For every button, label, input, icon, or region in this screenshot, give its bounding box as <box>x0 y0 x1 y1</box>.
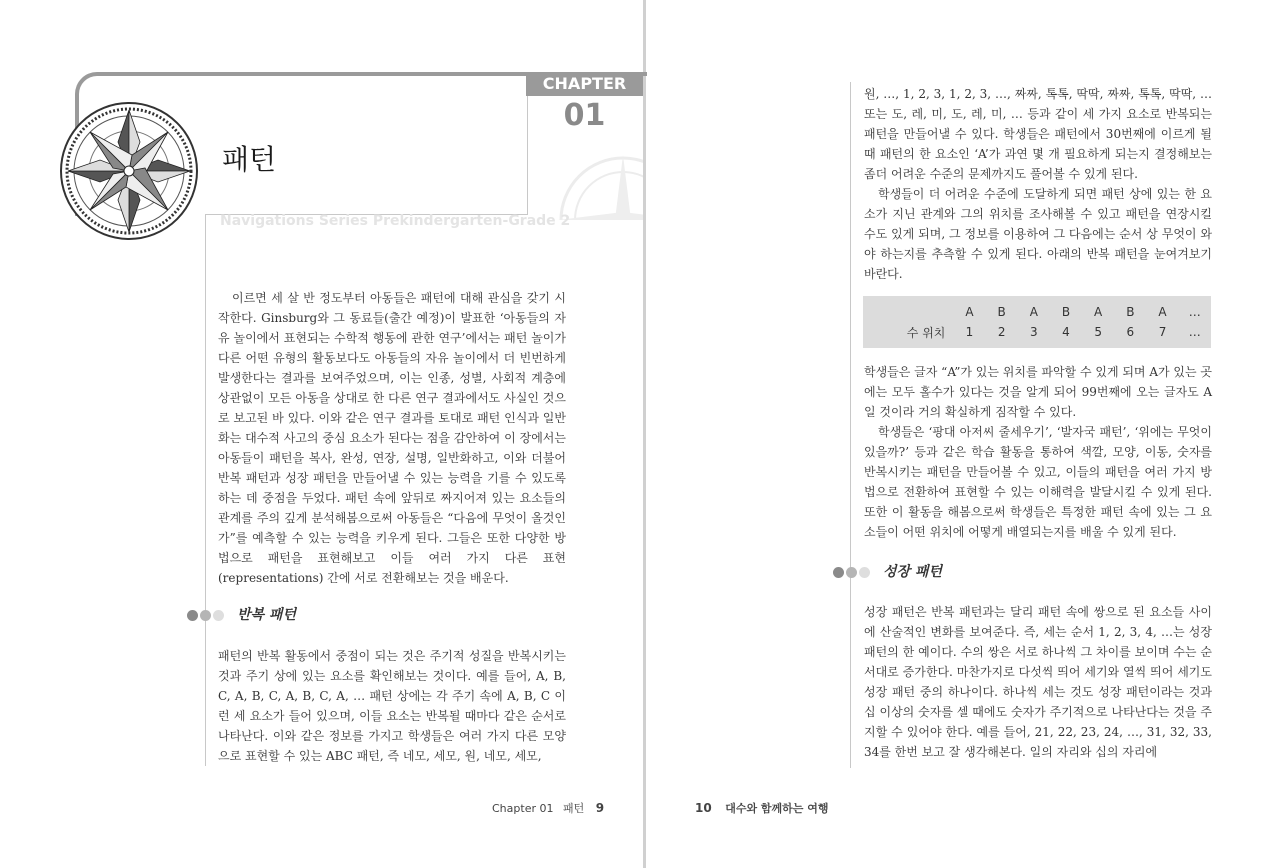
section-bullet-dots-icon <box>187 610 227 622</box>
right-text-block-2 <box>864 362 1212 542</box>
right-paragraph-3: 학생들은 글자 “A”가 있는 위치를 파악할 수 있게 되며 A가 있는 곳에는 모두 홀수가 있다는 것을 알게 되어 99번째에 오는 글자도 A일 것이라 거의 확실하게 짐작할 수 있다. <box>864 365 1213 419</box>
footer-brand: 대수와 함께하는 여행 <box>725 802 829 815</box>
table-cell: 3 <box>1030 325 1038 339</box>
section-title-repeat-pattern: 반복 패턴 <box>237 607 296 623</box>
right-paragraph-2: 학생들이 더 어려운 수준에 도달하게 되면 패턴 상에 있는 한 요소가 지닌 관계와 그의 위치를 조사해볼 수 있고 패턴을 연장시킬 수도 있게 되며, 그 정보를 이용하여 그 다음에는 순서 상 무엇이 와야 하는지를 추측할 수 있게 된다. 아래의 반복 패턴을 눈여겨보기 바란다. <box>864 187 1212 281</box>
chapter-title: 패턴 <box>222 143 277 176</box>
table-cell: B <box>1126 305 1135 319</box>
right-paragraph-4: 학생들은 ‘팡대 아저씨 줄세우기’, ‘발자국 패턴’, ‘위에는 무엇이 있을까?’ 등과 같은 학습 활동을 통하여 색깔, 모양, 이동, 숫자를 반복시키는 패턴을 만들어볼 수 있고, 이들의 패턴을 여러 가지 방법으로 전환하여 표현할 수 있는 이해력을 발달시킬 수 있게 된다. 또한 이 활동을 해봄으로써 학생들은 특정한 패턴 속에 있는 그 요소들이 어떤 위치에 어떻게 배열되는지를 배울 수 있게 된다. <box>864 425 1212 539</box>
table-cell: 2 <box>997 325 1006 339</box>
right-text-block-1 <box>864 84 1212 284</box>
table-row-positions <box>887 322 1211 342</box>
table-cell: A <box>965 305 974 319</box>
table-cell: 1 <box>965 325 974 339</box>
table-cell: … <box>1188 325 1201 339</box>
table-cell: 5 <box>1094 325 1102 339</box>
table-cell: A <box>1094 305 1103 319</box>
chapter-badge <box>526 72 643 214</box>
series-subtitle: Navigations Series Prekindergarten-Grade 2 <box>220 213 571 229</box>
section-heading-growth <box>833 561 1033 583</box>
footer-chapter: Chapter 01 <box>492 802 554 815</box>
repeat-pattern-paragraph: 패턴의 반복 활동에서 중점이 되는 것은 주기적 성질을 반복시키는 것과 주기 상에 있는 요소를 확인해보는 것이다. 예를 들어, A, B, C, A, B, C, A, B, C, A, … 패턴 상에는 각 주기 속에 A, B, C 이런 세 요소가 들어 있으며, 이들 요소는 반복될 때마다 같은 순서로 나타난다. 이와 같은 정보를 가지고 학생들은 여러 가지 다른 모양으로 표현할 수 있는 ABC 패턴, 즉 네모, 세모, 원, 네모, 세모, <box>218 649 566 763</box>
footer-title: 패턴 <box>562 802 585 815</box>
right-margin-rule <box>850 82 851 768</box>
growth-pattern-paragraph: 성장 패턴은 반복 패턴과는 달리 패턴 속에 쌍으로 된 요소들 사이에 산술적인 변화를 보여준다. 즉, 세는 순서 1, 2, 3, 4, …는 성장 패턴의 한 예이다. 수의 쌍은 서로 하나씩 그 차이를 보이며 수는 순서대로 증가한다. 마찬가지로 다섯씩 띄어 세기와 열씩 띄어 세기도 성장 패턴 중의 하나이다. 하나씩 세는 것도 성장 패턴이라는 것과 십 이상의 숫자를 셀 때에도 숫자가 주기적으로 나타난다는 것을 주지할 수 있어야 한다. 예를 들어, 21, 22, 23, 24, …, 31, 32, 33, 34를 한번 보고 잘 생각해본다. 일의 자리와 십의 자리에 <box>864 605 1212 759</box>
table-cell: 4 <box>1062 325 1070 339</box>
intro-text-block <box>218 288 566 588</box>
section-heading-repeat <box>187 604 387 626</box>
left-page-footer <box>492 800 604 816</box>
right-page-footer <box>695 800 829 816</box>
right-paragraph-1: 원, …, 1, 2, 3, 1, 2, 3, …, 짜짜, 톡톡, 딱딱, 짜짜, 톡톡, 딱딱, … 또는 도, 레, 미, 도, 레, 미, … 등과 같이 세 가지 요소로 반복되는 패턴을 만들어낼 수 있다. 학생들은 패턴에서 30번째에 이르게 될 때 패턴의 한 요소인 ‘A’가 과연 몇 개 필요하게 되는지 결정해보는 좀더 어려운 수준의 문제까지도 풀어볼 수 있게 된다. <box>864 87 1212 181</box>
table-row-letters <box>887 302 1211 322</box>
table-row-header: 수 위치 <box>906 325 946 340</box>
table-cell: A <box>1158 305 1167 319</box>
table-cell: … <box>1188 305 1201 319</box>
table-cell: A <box>1029 305 1038 319</box>
intro-paragraph: 이르면 세 살 반 정도부터 아동들은 패턴에 대해 관심을 갖기 시작한다. Ginsburg와 그 동료들(출간 예정)이 발표한 ‘아동들의 자유 놀이에서 표현되는 수학적 행동에 관한 연구’에서는 패턴 놀이가 다른 어떤 유형의 활동보다도 아동들의 자유 놀이에서 더 빈번하게 발생한다는 결과를 보여주었으며, 이는 인종, 성별, 사회적 계층에 상관없이 모든 아동을 상대로 한 다른 연구 결과에서도 사실인 것으로 보고된 바 있다. 이와 같은 연구 결과를 토대로 패턴 인식과 일반화는 대수적 사고의 중심 요소가 된다는 점을 감안하여 이 장에서는 아동들이 패턴을 복사, 완성, 연장, 설명, 일반화하고, 이와 더불어 반복 패턴과 성장 패턴을 만들어낼 수 있는 능력을 기를 수 있도록 하는 데 중점을 두었다. 패턴 속에 앞뒤로 짜지어져 있는 요소들의 관계를 주의 깊게 분석해봄으로써 아동들은 “다음에 무엇이 올것인가”를 예측할 수 있는 능력을 키우게 된다. 그들은 또한 다양한 방법으로 패턴을 표현해보고 이들 여러 가지 다른 표현(representations) 간에 서로 전환해보는 것을 배운다. <box>218 291 566 585</box>
left-margin-rule <box>205 214 206 766</box>
chapter-label: CHAPTER <box>526 72 643 96</box>
repeat-pattern-text-block <box>218 646 566 766</box>
table-cell: B <box>1061 305 1071 319</box>
table-cell: B <box>997 305 1006 319</box>
compass-rose-icon <box>58 100 200 242</box>
table-cell: 6 <box>1126 325 1135 339</box>
page-number-left: 9 <box>595 801 605 815</box>
section-bullet-dots-icon <box>833 567 873 579</box>
section-title-growth-pattern: 성장 패턴 <box>883 564 942 580</box>
repeat-pattern-table <box>863 296 1211 348</box>
page-number-right: 10 <box>695 801 712 815</box>
chapter-number: 01 <box>563 98 606 133</box>
table-cell: 7 <box>1158 325 1167 339</box>
growth-pattern-text-block <box>864 602 1212 762</box>
